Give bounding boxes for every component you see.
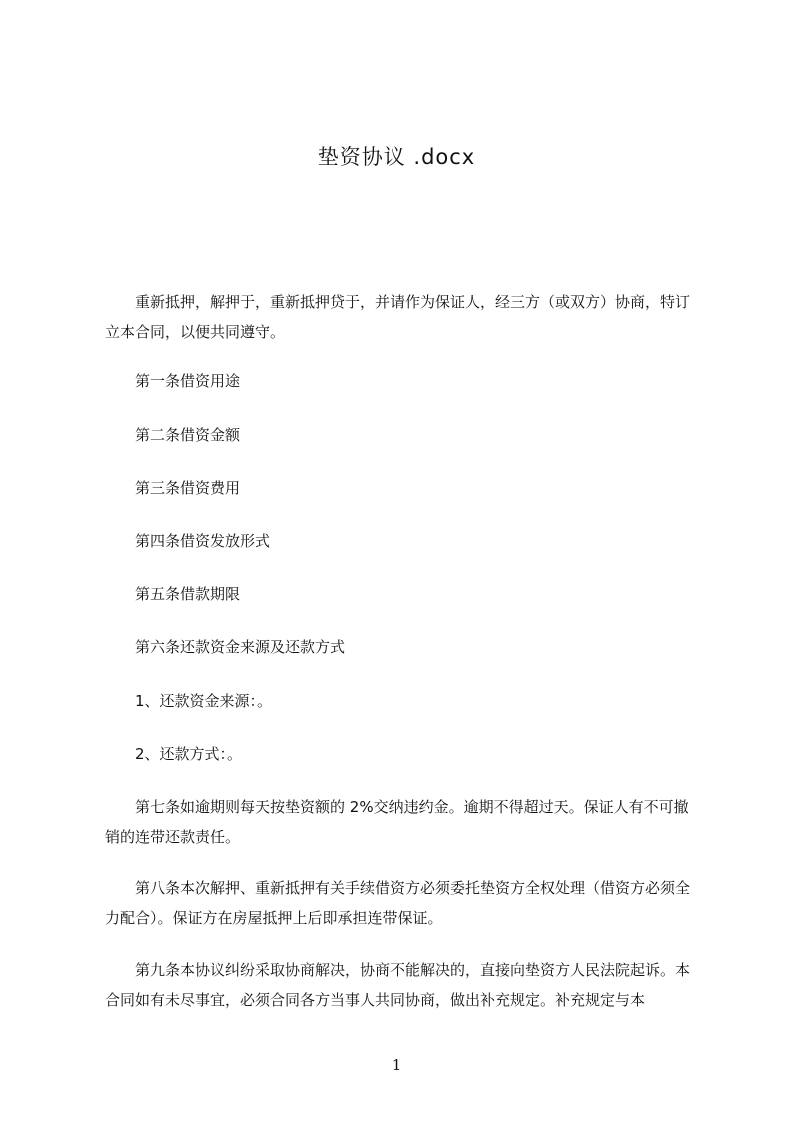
- repayment-method-line: 2、还款方式：。: [135, 745, 243, 763]
- page-number: 1: [391, 1056, 402, 1074]
- repayment-source-line: 1、还款资金来源：。: [135, 692, 273, 710]
- article-7-paragraph: 第七条如逾期则每天按垫资额的 2%交纳违约金。逾期不得超过天。保证人有不可撤销的连带还款责任。: [105, 798, 689, 846]
- intro-paragraph: 重新抵押，解押于，重新抵押贷于，并请作为保证人，经三方（或双方）协商，特订立本合同，以便共同遵守。: [105, 293, 691, 341]
- article-4-heading: 第四条借资发放形式: [135, 532, 271, 550]
- document-title: 垫资协议 .docx: [317, 145, 476, 169]
- article-3-heading: 第三条借资费用: [135, 479, 241, 497]
- article-6-heading: 第六条还款资金来源及还款方式: [135, 638, 346, 656]
- article-9-paragraph: 第九条本协议纠纷采取协商解决，协商不能解决的，直接向垫资方人民法院起诉。本合同如有未尽事宜，必须合同各方当事人共同协商，做出补充规定。补充规定与本: [105, 961, 691, 1009]
- article-5-heading: 第五条借款期限: [135, 585, 241, 603]
- article-8-paragraph: 第八条本次解押、重新抵押有关手续借资方必须委托垫资方全权处理（借资方必须全力配合）。保证方在房屋抵押上后即承担连带保证。: [105, 879, 691, 927]
- article-2-heading: 第二条借资金额: [135, 426, 241, 444]
- article-1-heading: 第一条借资用途: [135, 372, 241, 390]
